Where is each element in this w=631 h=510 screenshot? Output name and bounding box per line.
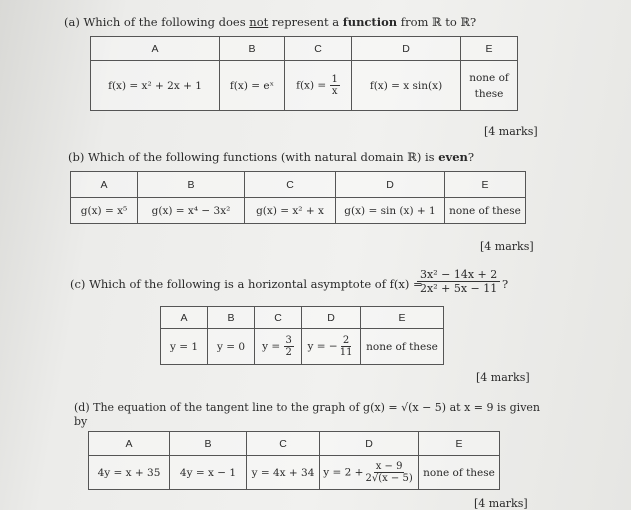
question-c-options-table [160, 306, 444, 365]
option-c-header: C [285, 37, 352, 61]
option-a-cell[interactable]: y = 1 [161, 329, 208, 365]
question-b-marks: [4 marks] [480, 240, 534, 253]
option-d-header: D [352, 37, 461, 61]
question-b-prefix: (b) Which of the following functions (with natural domain ℝ) is [68, 150, 439, 164]
question-d-text-line1: (d) The equation of the tangent line to the graph of g(x) = √(x − 5) at x = 9 is given [74, 401, 541, 414]
option-b-header: B [220, 37, 285, 61]
option-d-cell[interactable] [302, 329, 361, 365]
option-d-header: D [302, 307, 361, 329]
option-e-cell[interactable] [461, 61, 518, 111]
question-b-options-table [70, 171, 526, 224]
option-d-header: D [336, 172, 445, 198]
question-a-prefix: (a) Which of the following does [64, 15, 250, 29]
option-b-header: B [138, 172, 245, 198]
option-e-cell[interactable]: none of these [361, 329, 444, 365]
option-b-cell[interactable]: f(x) = eˣ [220, 61, 285, 111]
question-d-text-line2: by [74, 415, 88, 428]
question-c-fraction [417, 268, 500, 295]
option-b-header: B [170, 432, 247, 456]
option-a-header: A [89, 432, 170, 456]
question-a-text [64, 15, 476, 29]
option-c-header: C [247, 432, 320, 456]
option-d-denominator: 11 [339, 347, 353, 358]
option-c-cell[interactable] [255, 329, 302, 365]
question-a-suffix: from ℝ to ℝ? [397, 15, 477, 29]
question-d-marks: [4 marks] [474, 497, 528, 510]
option-d-lhs: y = 2 + [323, 466, 364, 479]
option-d-header: D [320, 432, 419, 456]
option-d-cell[interactable] [320, 456, 419, 490]
option-c-fraction [284, 335, 294, 358]
option-e-header: E [361, 307, 444, 329]
option-c-fraction [330, 74, 340, 97]
question-c-numerator: 3x² − 14x + 2 [417, 268, 500, 282]
option-e-header: E [445, 172, 526, 198]
option-a-cell[interactable]: f(x) = x² + 2x + 1 [91, 61, 220, 111]
option-a-header: A [91, 37, 220, 61]
option-b-cell[interactable]: 4y = x − 1 [170, 456, 247, 490]
option-b-cell[interactable]: g(x) = x⁴ − 3x² [138, 198, 245, 224]
option-a-header: A [161, 307, 208, 329]
option-e-line2: these [474, 87, 504, 100]
option-c-cell[interactable]: y = 4x + 34 [247, 456, 320, 490]
option-c-cell[interactable]: g(x) = x² + x [245, 198, 336, 224]
option-d-lhs: y = − [307, 340, 338, 353]
question-b-suffix: ? [467, 150, 475, 164]
option-e-line1: none of [469, 71, 509, 84]
question-b-text [68, 150, 474, 164]
option-e-header: E [461, 37, 518, 61]
option-c-lhs: y = [262, 340, 284, 353]
question-c-marks: [4 marks] [476, 371, 530, 384]
option-c-numerator: 3 [285, 335, 292, 346]
question-c-text: (c) Which of the following is a horizontal asymptote of f(x) = [70, 277, 423, 291]
option-c-lhs: f(x) = [296, 79, 330, 92]
option-c-cell[interactable] [285, 61, 352, 111]
option-d-numerator: x − 9 [375, 461, 403, 472]
question-a-options-table [90, 36, 518, 111]
option-d-numerator: 2 [342, 335, 350, 346]
option-c-denominator: x [331, 86, 338, 97]
question-d-options-table [88, 431, 500, 490]
question-c-denominator: 2x² + 5x − 11 [420, 282, 498, 295]
option-b-cell[interactable]: y = 0 [208, 329, 255, 365]
option-d-fraction [338, 335, 355, 358]
question-a-marks: [4 marks] [484, 125, 538, 138]
option-e-cell[interactable]: none of these [419, 456, 500, 490]
option-c-numerator: 1 [331, 74, 338, 85]
option-d-cell[interactable]: f(x) = x sin(x) [352, 61, 461, 111]
option-c-header: C [255, 307, 302, 329]
option-e-cell[interactable]: none of these [445, 198, 526, 224]
option-d-denominator: 2√(x − 5) [365, 473, 413, 484]
option-a-cell[interactable]: g(x) = x⁵ [71, 198, 138, 224]
question-c-qmark: ? [502, 277, 509, 291]
option-c-denominator: 2 [285, 347, 292, 358]
question-b-bold: even [438, 150, 468, 164]
question-a-bold: function [342, 15, 398, 29]
option-c-header: C [245, 172, 336, 198]
option-d-cell[interactable]: g(x) = sin (x) + 1 [336, 198, 445, 224]
option-d-fraction [363, 461, 414, 484]
option-a-header: A [71, 172, 138, 198]
option-a-cell[interactable]: 4y = x + 35 [89, 456, 170, 490]
option-e-header: E [419, 432, 500, 456]
question-a-not: not [249, 15, 269, 29]
option-b-header: B [208, 307, 255, 329]
question-a-middle: represent a [268, 15, 343, 29]
